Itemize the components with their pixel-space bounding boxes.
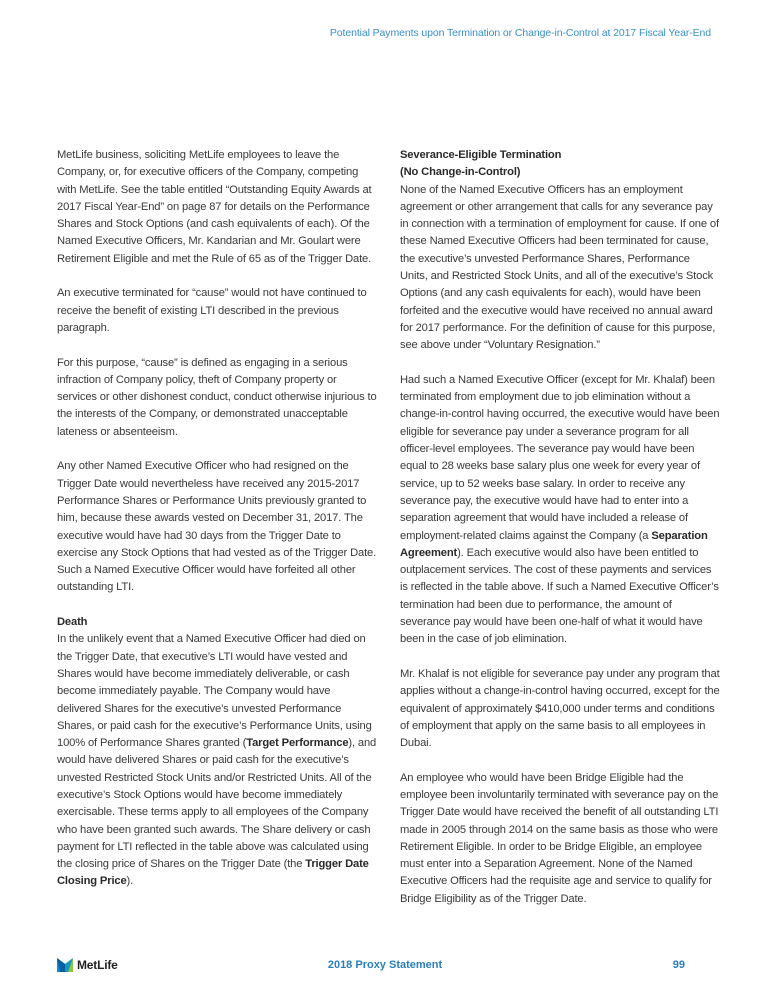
severance-heading-line2: (No Change-in-Control) [400,166,521,179]
death-heading: Death [57,616,88,629]
section-death [57,614,377,891]
paragraph-cause-definition: For this purpose, “cause” is defined as engaging in a serious infraction of Company policy, theft of Company property or services or other dishonest conduct, conduct otherwise injurious to the interests of the Company, or demonstrated unacceptable lateness or absenteeism. [57,356,377,438]
logo-wordmark: MetLife [77,958,118,972]
section-severance-eligible [400,147,720,355]
death-text-c: ). [126,875,134,888]
document-title: 2018 Proxy Statement [327,959,443,971]
job-elimination-text-b: ). Each executive would also have been entitled to outplacement services. The cost of these payments and services is reflected in the table above. If such a Named Executive Officer’s termination had been due to performance, the amount of severance pay would have been one-half of what it would have been in the case of job elimination. [400,546,719,646]
running-header-title: Potential Payments upon Termination or Change-in-Control at 2017 Fiscal Year-End [329,27,711,39]
paragraph-khalaf: Mr. Khalaf is not eligible for severance pay under any program that applies without a change-in-control having occurred, except for the equivalent of approximately $410,000 under terms and conditions of employment that apply on the same basis to all employees in Dubai. [400,667,720,750]
job-elimination-text-a: Had such a Named Executive Officer (except for Mr. Khalaf) been terminated from employment due to job elimination without a change-in-control having occurred, the executive would have been eligible for severance pay under a severance program for all officer-level employees. The severance pay would have been equal to 28 weeks base salary plus one week for every year of service, up to 52 weeks base salary. In order to receive any severance pay, the executive would have had to enter into a separation agreement that would have included a release of employment-related claims against the Company (a [400,373,720,542]
severance-heading-line1: Severance-Eligible Termination [400,149,562,161]
paragraph-terminated-for-cause: An executive terminated for “cause” would not have continued to receive the benefit of existing LTI described in the previous paragraph. [57,287,367,334]
defined-term-target-performance: Target Performance [246,737,349,750]
death-text-b: ), and would have delivered Shares or paid cash for the executive’s unvested Restricted Stock Units and/or Restricted Units. All of the executive’s Stock Options would have become immediately exercisable. These terms apply to all employees of the Company who have been granted such awards. The Share delivery or cash payment for LTI reflected in the table above was calculated using the closing price of Shares on the Trigger Date (the [57,737,377,871]
paragraph-no-employment-agreement: None of the Named Executive Officers has an employment agreement or other arrangement that calls for any severance pay in connection with a termination of employment for cause. If one of these Named Executive Officers had been terminated for cause, the executive’s unvested Performance Shares, Performance Units, and Restricted Stock Units, and all of the executive’s Stock Options (and any cash equivalents for each), would have been forfeited and the executive would have received no annual award for 2017 performance. For the definition of cause for this purpose, see above under “Voluntary Resignation.” [400,183,719,352]
left-column [57,147,377,891]
right-column [400,147,720,908]
death-text-a: In the unlikely event that a Named Executive Officer had died on the Trigger Date, that executive’s LTI would have vested and Shares would have become immediately deliverable, or cash become immediately payable. The Company would have delivered Shares for the executive’s unvested Performance Shares, or paid cash for the executive’s Performance Units, using 100% of Performance Shares granted ( [57,633,372,750]
defined-term-trigger-date-closing-price: Trigger Date Closing Price [57,858,369,888]
page-footer [57,958,713,978]
paragraph-retirement-eligible: MetLife business, soliciting MetLife employees to leave the Company, or, for executive officers of the Company, competing with MetLife. See the table entitled “Outstanding Equity Awards at 2017 Fiscal Year-End” on page 87 for details on the Performance Shares and Stock Options (and cash equivalents of each). Of the Named Executive Officers, Mr. Kandarian and Mr. Goulart were Retirement Eligible and met the Rule of 65 as of the Trigger Date. [57,149,372,265]
paragraph-job-elimination [400,372,720,649]
paragraph-bridge-eligible: An employee who would have been Bridge Eligible had the employee been involuntarily terminated with severance pay on the Trigger Date would have received the benefit of all outstanding LTI made in 2005 through 2014 on the same basis as those who were Retirement Eligible. In order to be Bridge Eligible, an employee must enter into a Separation Agreement. None of the Named Executive Officers had the requisite age and service to qualify for Bridge Eligibility as of the Trigger Date. [400,771,719,905]
defined-term-separation-agreement: Separation Agreement [400,529,708,559]
page-number: 99 [672,959,685,971]
paragraph-resignation: Any other Named Executive Officer who had resigned on the Trigger Date would nevertheless have received any 2015-2017 Performance Shares or Performance Units previously granted to him, because these awards vested on December 31, 2017. The executive would have had 30 days from the Trigger Date to exercise any Stock Options that had vested as of the Trigger Date. Such a Named Executive Officer would have forfeited all other outstanding LTI. [57,460,377,594]
